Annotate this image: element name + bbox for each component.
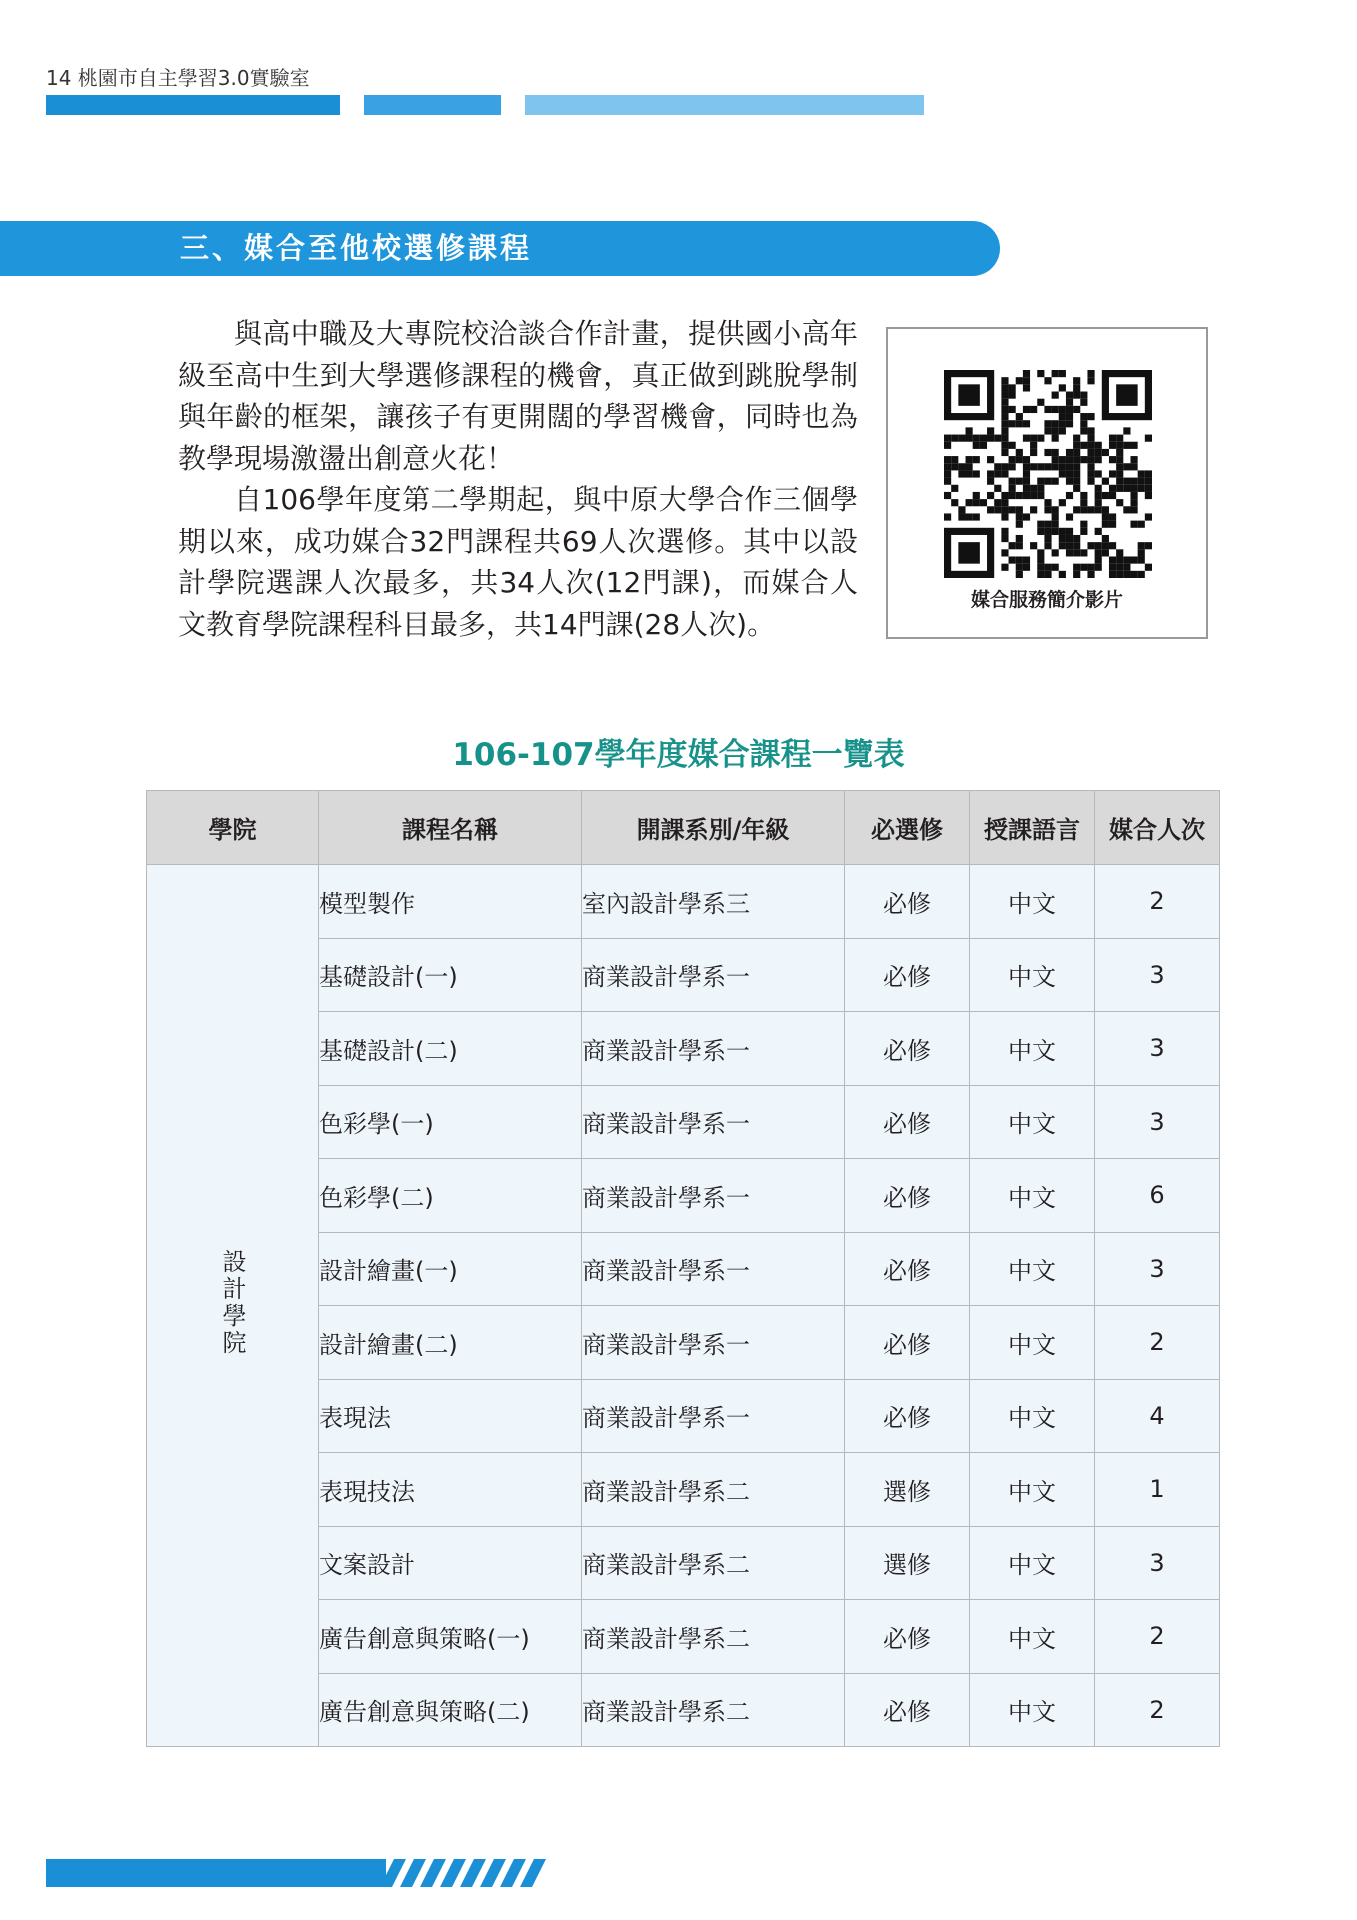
count-cell: 1 [1095,1453,1220,1527]
course-name-cell: 基礎設計(一) [319,938,582,1012]
qr-box [886,327,1208,639]
header-language: 授課語言 [970,791,1095,865]
language-cell: 中文 [970,1306,1095,1380]
header-bar-1 [46,95,340,115]
language-cell: 中文 [970,1673,1095,1747]
intro-paragraph: 與高中職及大專院校洽談合作計畫，提供國小高年級至高中生到大學選修課程的機會，真正做到跳脫學制與年齡的框架，讓孩子有更開闊的學習機會，同時也為教學現場激盪出創意火花！ [178,317,858,475]
header-dept: 開課系別/年級 [582,791,845,865]
language-cell: 中文 [970,1600,1095,1674]
intro-paragraph: 自106學年度第二學期起，與中原大學合作三個學期以來，成功媒合32門課程共69人次選修。其中以設計學院選課人次最多，共34人次(12門課)，而媒合人文教育學院課程科目最多，共14門課(28人次)。 [178,483,858,641]
course-name-cell: 色彩學(一) [319,1085,582,1159]
language-cell: 中文 [970,1526,1095,1600]
count-cell: 6 [1095,1159,1220,1233]
required-cell: 必修 [845,1232,970,1306]
dept-cell: 商業設計學系一 [582,1379,845,1453]
course-name-cell: 廣告創意與策略(二) [319,1673,582,1747]
count-cell: 2 [1095,1306,1220,1380]
required-cell: 必修 [845,1600,970,1674]
language-cell: 中文 [970,1232,1095,1306]
language-cell: 中文 [970,1379,1095,1453]
count-cell: 2 [1095,1673,1220,1747]
header-count: 媒合人次 [1095,791,1220,865]
header-college: 學院 [147,791,319,865]
course-name-cell: 廣告創意與策略(一) [319,1600,582,1674]
dept-cell: 商業設計學系二 [582,1600,845,1674]
count-cell: 3 [1095,1012,1220,1086]
required-cell: 必修 [845,1085,970,1159]
header-course-name: 課程名稱 [319,791,582,865]
header-required: 必選修 [845,791,970,865]
dept-cell: 室內設計學系三 [582,865,845,939]
language-cell: 中文 [970,1085,1095,1159]
section-banner [0,221,1000,276]
count-cell: 3 [1095,938,1220,1012]
language-cell: 中文 [970,1012,1095,1086]
footer-bar [46,1859,386,1887]
language-cell: 中文 [970,1159,1095,1233]
count-cell: 2 [1095,1600,1220,1674]
dept-cell: 商業設計學系二 [582,1526,845,1600]
dept-cell: 商業設計學系一 [582,1159,845,1233]
dept-cell: 商業設計學系一 [582,1232,845,1306]
required-cell: 必修 [845,1159,970,1233]
table-header-row [147,791,1220,865]
course-name-cell: 文案設計 [319,1526,582,1600]
intro-text [178,313,858,645]
table-row [147,865,1220,939]
dept-cell: 商業設計學系二 [582,1673,845,1747]
dept-cell: 商業設計學系一 [582,1012,845,1086]
count-cell: 2 [1095,865,1220,939]
table-title: 106-107學年度媒合課程一覽表 [452,737,905,773]
course-name-cell: 色彩學(二) [319,1159,582,1233]
course-name-cell: 表現法 [319,1379,582,1453]
dept-cell: 商業設計學系一 [582,1306,845,1380]
college-name: 設計學院 [218,1248,246,1357]
dept-cell: 商業設計學系二 [582,1453,845,1527]
dept-cell: 商業設計學系一 [582,1085,845,1159]
count-cell: 3 [1095,1526,1220,1600]
course-name-cell: 基礎設計(二) [319,1012,582,1086]
required-cell: 必修 [845,1673,970,1747]
required-cell: 選修 [845,1453,970,1527]
language-cell: 中文 [970,1453,1095,1527]
qr-caption: 媒合服務簡介影片 [970,589,1123,611]
course-name-cell: 模型製作 [319,865,582,939]
section-title: 三、媒合至他校選修課程 [180,231,533,265]
header-bar-3 [525,95,924,115]
count-cell: 3 [1095,1085,1220,1159]
required-cell: 選修 [845,1526,970,1600]
count-cell: 4 [1095,1379,1220,1453]
college-cell [147,865,319,1747]
count-cell: 3 [1095,1232,1220,1306]
course-name-cell: 設計繪畫(一) [319,1232,582,1306]
required-cell: 必修 [845,1012,970,1086]
required-cell: 必修 [845,1306,970,1380]
header-bar-2 [364,95,501,115]
required-cell: 必修 [845,938,970,1012]
required-cell: 必修 [845,865,970,939]
dept-cell: 商業設計學系一 [582,938,845,1012]
footer-stripes [380,1859,555,1887]
courses-table [146,790,1220,1747]
language-cell: 中文 [970,865,1095,939]
language-cell: 中文 [970,938,1095,1012]
qr-code-icon[interactable] [944,370,1152,578]
course-name-cell: 表現技法 [319,1453,582,1527]
course-name-cell: 設計繪畫(二) [319,1306,582,1380]
page-header: 14 桃園市自主學習3.0實驗室 [46,66,310,90]
required-cell: 必修 [845,1379,970,1453]
